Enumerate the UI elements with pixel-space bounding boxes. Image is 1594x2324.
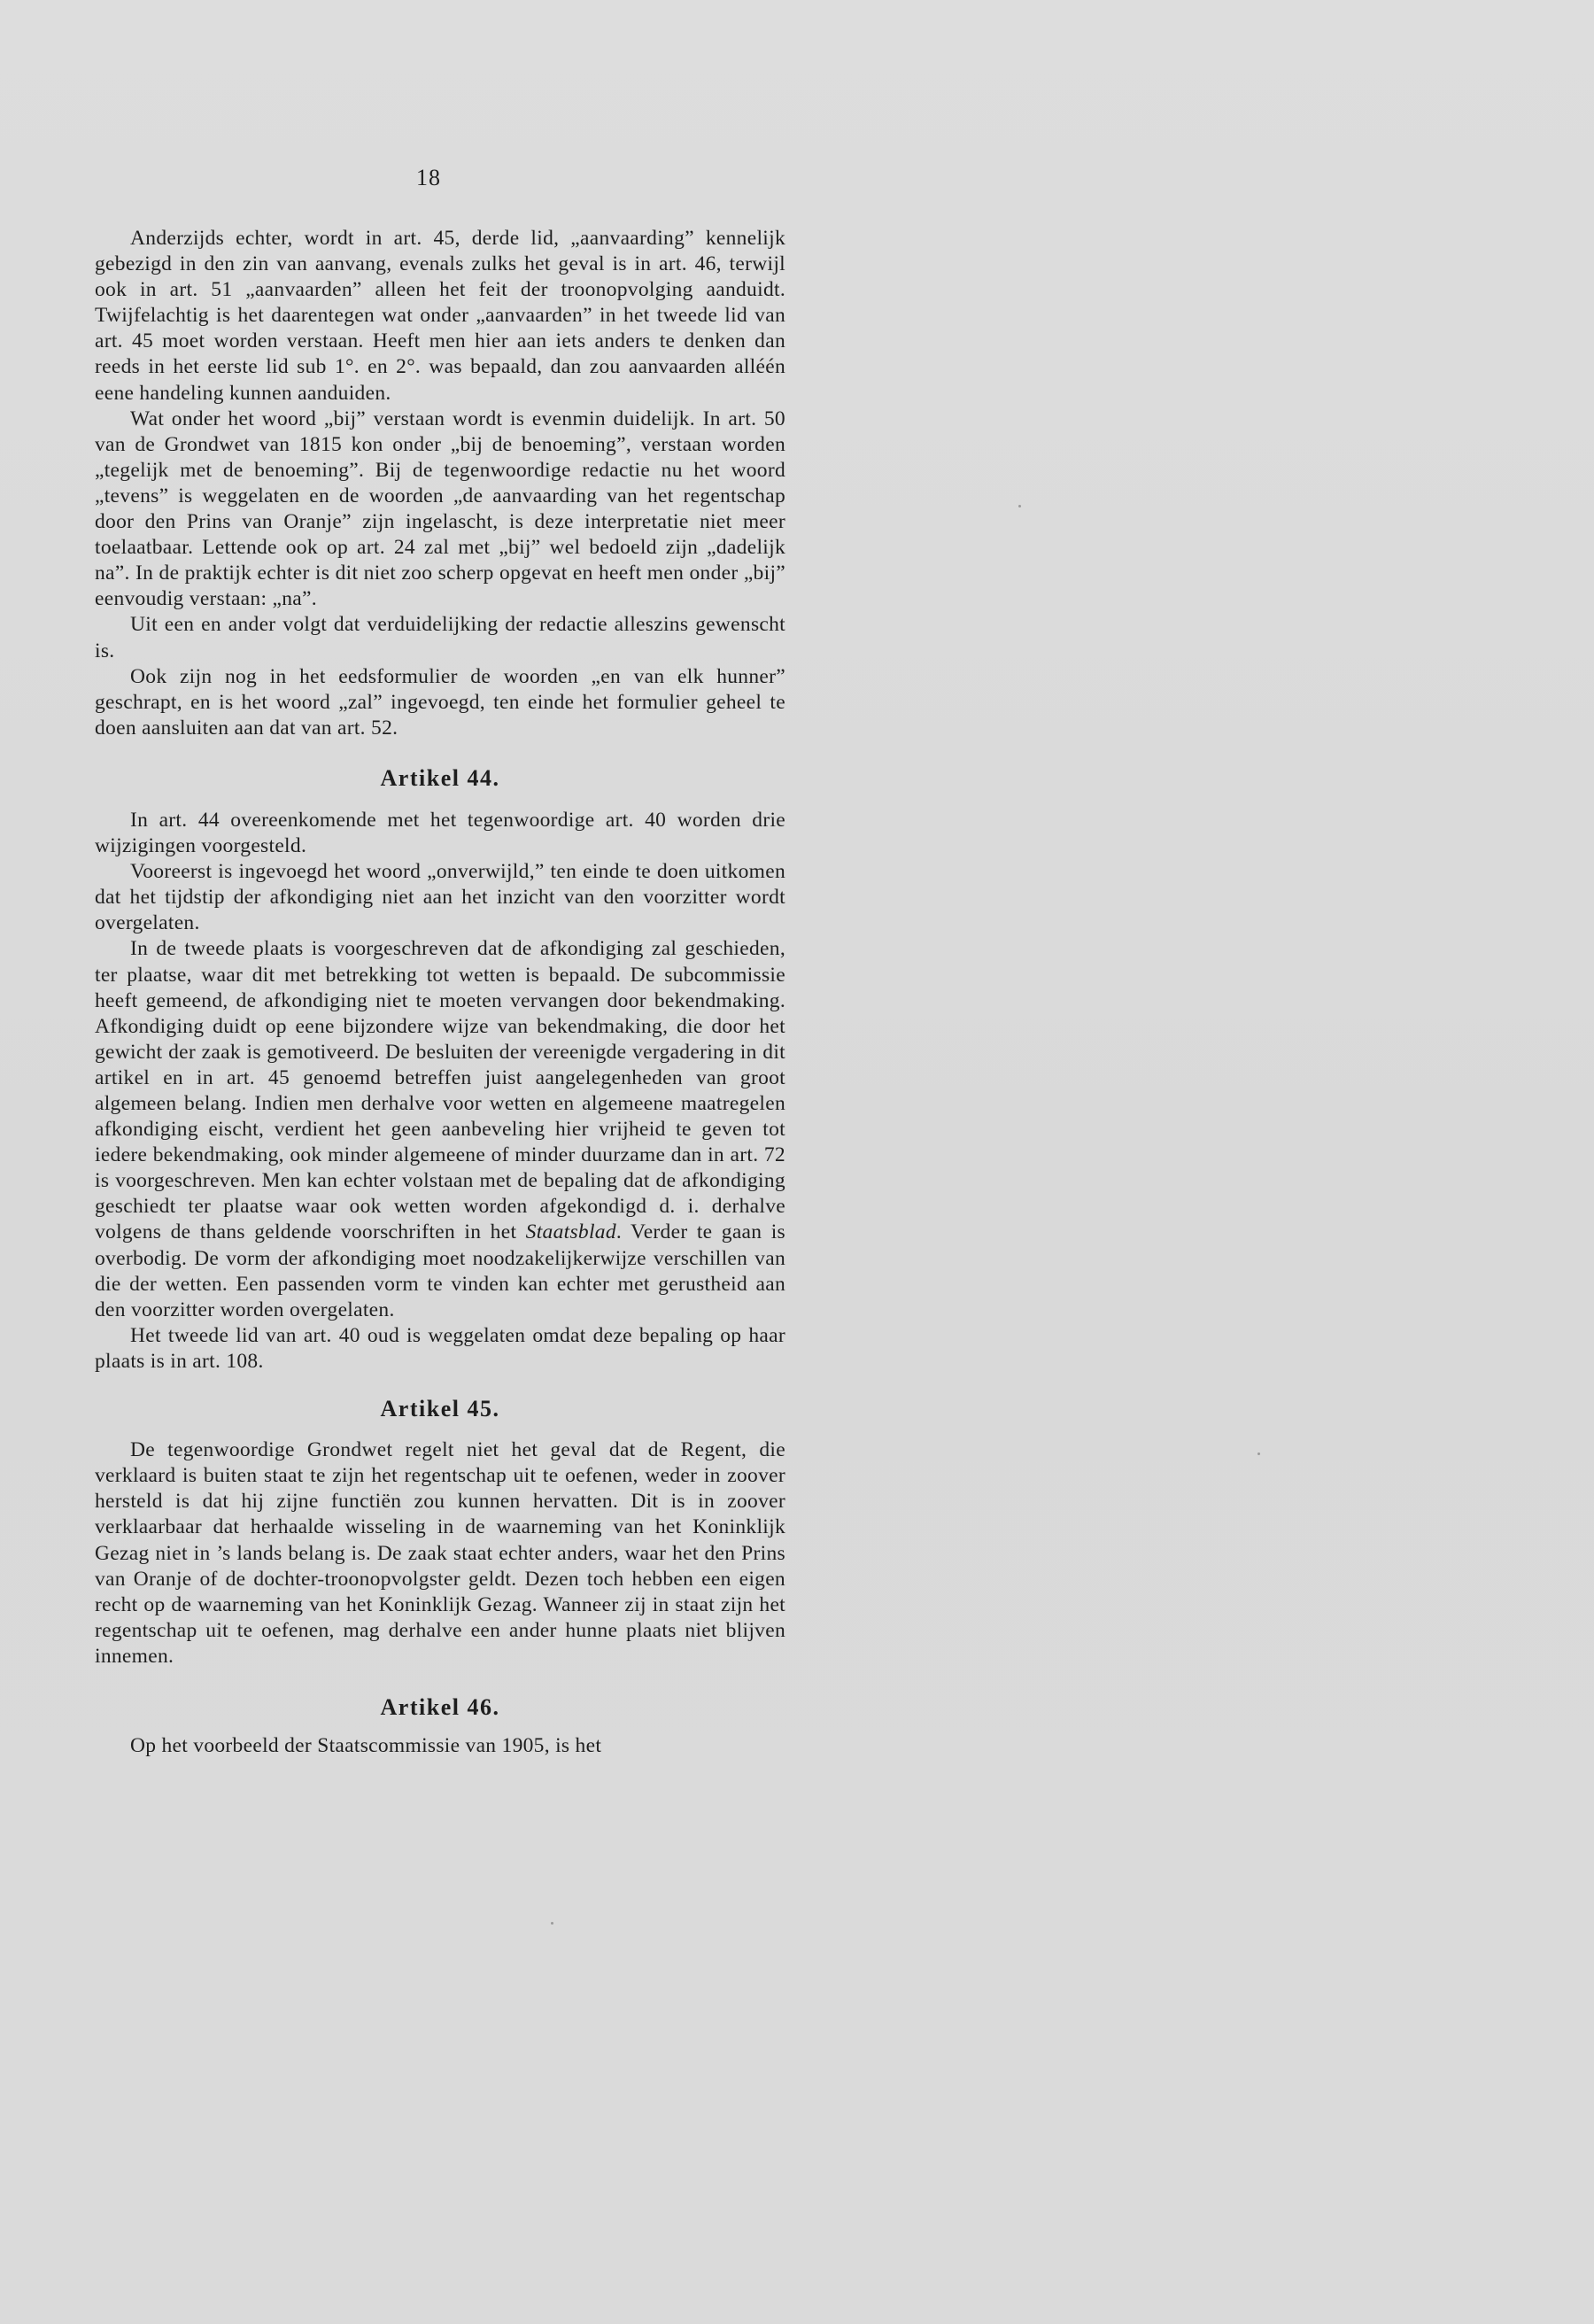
paper-speck <box>551 1922 553 1925</box>
paragraph: Vooreerst is ingevoegd het woord „onverwijld,” ten einde te doen uitkomen dat het tijdstip der afkondiging niet aan het inzicht van den voorzitter wordt overgelaten. <box>95 860 785 935</box>
paragraph-text: . Verder te gaan is overbodig. De vorm der afkondiging moet noodzakelijkerwijze verschillen van die der wetten. Een passenden vorm te vinden kan echter met gerustheid aan den voorzitter worden overgelaten. <box>95 1220 785 1321</box>
section-heading-artikel-45: Artikel 45. <box>380 1396 500 1422</box>
page-number: 18 <box>416 165 441 190</box>
paragraph: Uit een en ander volgt dat verduidelijking der redactie alleszins gewenscht is. <box>95 613 785 662</box>
paragraph: Wat onder het woord „bij” verstaan wordt is evenmin duidelijk. In art. 50 van de Grondwet van 1815 kon onder „bij de benoeming”, verstaan worden „tegelijk met de benoeming”. Bij de tegenwoordige redactie nu het woord „tevens” is weggelaten en de woorden „de aanvaarding van het regentschap door den Prins van Oranje” zijn ingelascht, is deze interpretatie niet meer toelaatbaar. Lettende ook op art. 24 zal met „bij” wel bedoeld zijn „dadelijk na”. In de praktijk echter is dit niet zoo scherp opgevat en heeft men onder „bij” eenvoudig verstaan: „na”. <box>95 407 785 611</box>
section-heading-artikel-46: Artikel 46. <box>380 1693 500 1720</box>
paragraph: In art. 44 overeenkomende met het tegenwoordige art. 40 worden drie wijzigingen voorgesteld. <box>95 808 785 858</box>
paragraph: Het tweede lid van art. 40 oud is weggelaten omdat deze bepaling op haar plaats is in art. 108. <box>95 1323 785 1373</box>
section-heading-artikel-44: Artikel 44. <box>380 764 500 791</box>
paragraph: Op het voorbeeld der Staatscommissie van 1905, is het <box>130 1734 602 1758</box>
paragraph <box>95 936 785 1322</box>
paragraph: De tegenwoordige Grondwet regelt niet het geval dat de Regent, die verklaard is buiten staat te zijn het regentschap uit te oefenen, weder in zoover hersteld is dat hij zijne functiën zou kunnen hervatten. Dit is in zoover verklaarbaar dat herhaalde wisseling in de waarneming van het Koninklijk Gezag niet in ’s lands belang is. De zaak staat echter anders, waar het den Prins van Oranje of de dochter-troonopvolgster geldt. Dezen toch hebben een eigen recht op de waarneming van het Koninklijk Gezag. Wanneer zij in staat zijn het regentschap uit te oefenen, mag derhalve een ander hunne plaats niet blijven innemen. <box>95 1438 785 1668</box>
paragraph-text: In de tweede plaats is voorgeschreven dat de afkondiging zal geschieden, ter plaatse, waar dit met betrekking tot wetten is bepaald. De subcommissie heeft gemeend, de afkondiging niet te moeten vervangen door bekendmaking. Afkondiging duidt op eene bijzondere wijze van bekendmaking, die door het gewicht der zaak is gemotiveerd. De besluiten der vereenigde vergadering in dit artikel en in art. 45 genoemd betreffen juist aangelegenheden van groot algemeen belang. Indien men derhalve voor wetten en algemeene maatregelen afkondiging eischt, verdient het geen aanbeveling hier vrijheid te geven tot iedere bekendmaking, ook minder algemeene of minder duurzame dan in art. 72 is voorgeschreven. Men kan echter volstaan met de bepaling dat de afkondiging geschiedt ter plaatse waar ook wetten worden afgekondigd d. i. derhalve volgens de thans geldende voorschriften in het <box>95 937 785 1244</box>
paper-speck <box>1257 1452 1260 1455</box>
paper-speck <box>1018 505 1021 507</box>
text-column <box>95 226 785 1759</box>
paragraph: Anderzijds echter, wordt in art. 45, derde lid, „aanvaarding” kennelijk gebezigd in den zin van aanvang, evenals zulks het geval is in art. 46, terwijl ook in art. 51 „aanvaarden” alleen het feit der troonopvolging aanduidt. Twijfelachtig is het daarentegen wat onder „aanvaarden” in het tweede lid van art. 45 moet worden verstaan. Heeft men hier aan iets anders te denken dan reeds in het eerste lid sub 1°. en 2°. was bepaald, dan zou aanvaarden alléén eene handeling kunnen aanduiden. <box>95 227 785 405</box>
italic-term: Staatsblad <box>525 1220 616 1244</box>
paragraph: Ook zijn nog in het eedsformulier de woorden „en van elk hunner” geschrapt, en is het woord „zal” ingevoegd, ten einde het formulier geheel te doen aansluiten aan dat van art. 52. <box>95 664 785 740</box>
